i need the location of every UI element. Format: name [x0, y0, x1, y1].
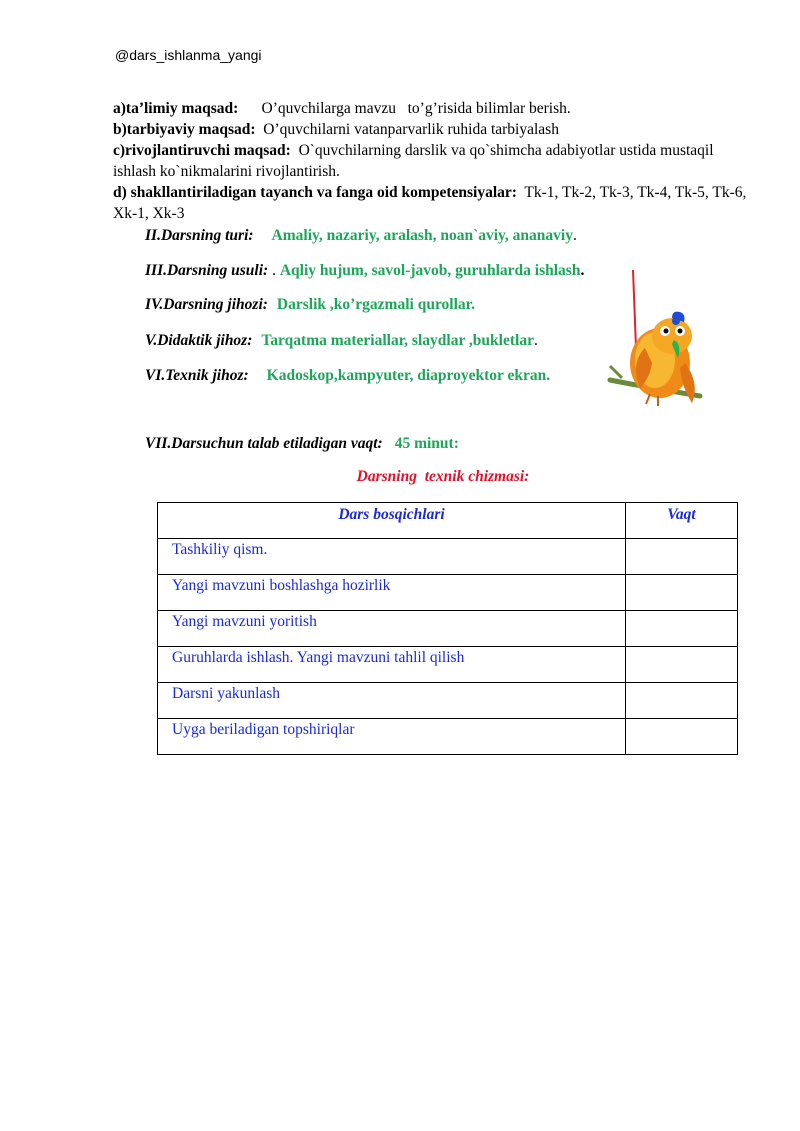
time-cell [626, 683, 738, 719]
objective-developmental [113, 140, 753, 182]
objective-text: Tk-1, Tk-2, Tk-3, Tk-4, Tk-5, Tk-6, Xk-1, Xk-3 [113, 184, 751, 222]
objective-competencies [113, 182, 753, 224]
time-cell [626, 611, 738, 647]
stage-cell: Yangi mavzuni boshlashga hozirlik [158, 575, 626, 611]
stage-cell: Guruhlarda ishlash. Yangi mavzuni tahlil qilish [158, 647, 626, 683]
table-row [158, 611, 738, 647]
lesson-stages-table [157, 502, 738, 755]
objective-text: O`quvchilarning darslik va qo`shimcha adabiyotlar ustida mustaqil ishlash ko`nikmalarini rivojlantirish. [113, 142, 718, 180]
lesson-duration: VII.Darsuchun talab etiladigan vaqt: 45 minut: [145, 435, 459, 452]
objective-text: O’quvchilarni vatanparvarlik ruhida tarbiyalash [255, 121, 559, 138]
table-row [158, 575, 738, 611]
objective-educational [113, 98, 753, 119]
stage-cell: Yangi mavzuni yoritish [158, 611, 626, 647]
time-cell [626, 575, 738, 611]
lesson-equipment: IV.Darsning jihozi: Darslik ,ko’rgazmali qurollar. [145, 296, 475, 313]
table-row [158, 539, 738, 575]
stage-cell: Darsni yakunlash [158, 683, 626, 719]
table-row [158, 719, 738, 755]
lesson-type: II.Darsning turi: Amaliy, nazariy, aralash, noan`aviy, ananaviy. [145, 227, 577, 244]
didactic-equipment: V.Didaktik jihoz: Tarqatma materiallar, slaydlar ,bukletlar. [145, 332, 538, 349]
time-cell [626, 719, 738, 755]
objective-text: O’quvchilarga mavzu to’g’risida bilimlar berish. [238, 100, 571, 117]
objective-upbringing [113, 119, 753, 140]
lesson-method: III.Darsning usuli: . Aqliy hujum, savol-javob, guruhlarda ishlash. [145, 262, 585, 279]
table-row [158, 683, 738, 719]
stage-cell: Uyga beriladigan topshiriqlar [158, 719, 626, 755]
table-row [158, 647, 738, 683]
objective-label: a)ta’limiy maqsad: [113, 100, 239, 117]
column-header-stages: Dars bosqichlari [158, 503, 626, 539]
objective-label: d) shakllantiriladigan tayanch va fanga oid kompetensiyalar: [113, 184, 517, 201]
objective-label: c)rivojlantiruvchi maqsad: [113, 142, 291, 159]
table-header-row [158, 503, 738, 539]
column-header-time: Vaqt [626, 503, 738, 539]
objective-label: b)tarbiyaviy maqsad: [113, 121, 256, 138]
time-cell [626, 539, 738, 575]
channel-handle: @dars_ishlanma_yangi [115, 47, 262, 63]
time-cell [626, 647, 738, 683]
technical-equipment: VI.Texnik jihoz: Kadoskop,kampyuter, diaproyektor ekran. [145, 367, 551, 384]
technical-chart-title: Darsning texnik chizmasi: [356, 468, 530, 485]
parrot-illustration [600, 268, 705, 413]
stage-cell: Tashkiliy qism. [158, 539, 626, 575]
